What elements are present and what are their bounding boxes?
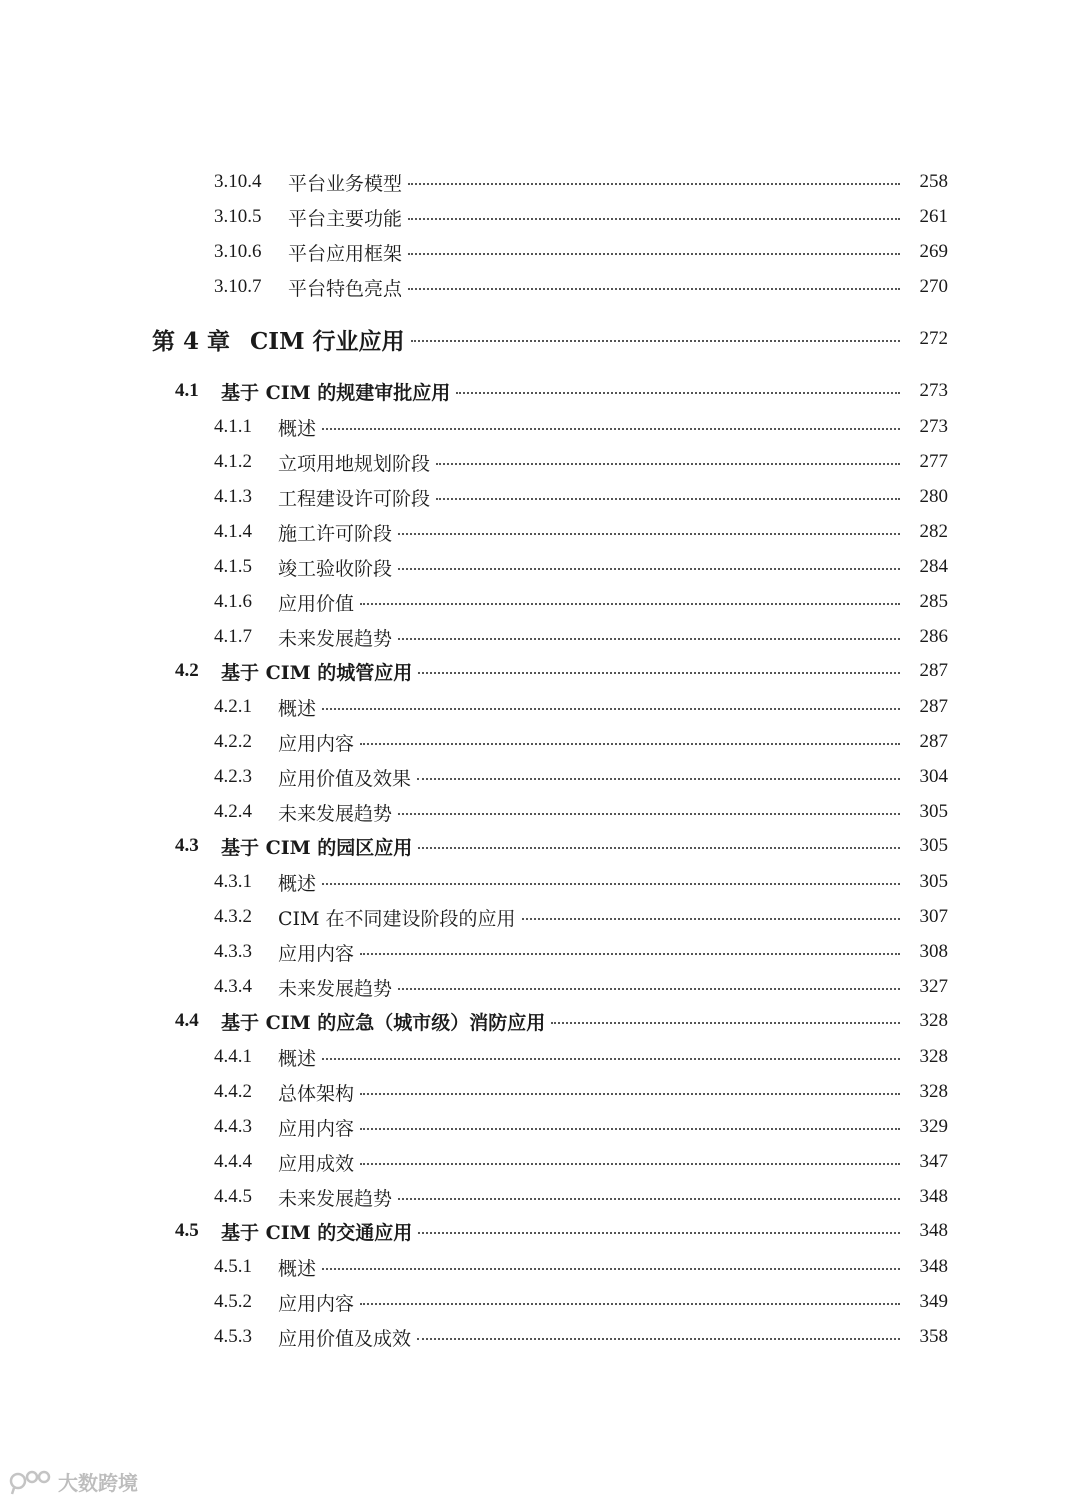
- toc-entry-title: 应用内容: [278, 1117, 355, 1140]
- toc-section-entry[interactable]: [0, 829, 1080, 863]
- toc-entry[interactable]: [0, 585, 1080, 619]
- toc-section-entry[interactable]: [0, 374, 1080, 408]
- toc-chapter-title: CIM 行业应用: [250, 327, 405, 355]
- toc-entry-title: 应用价值: [278, 592, 355, 615]
- toc-entry-page: 328: [919, 1081, 948, 1102]
- toc-entry-page: 328: [919, 1010, 948, 1031]
- toc-entry-number: 4.4.3: [214, 1116, 252, 1137]
- toc-entry-number: 4.5.1: [214, 1256, 252, 1277]
- toc-entry[interactable]: [0, 1145, 1080, 1179]
- toc-entry-page: 348: [919, 1220, 948, 1241]
- toc-entry-title: 概述: [278, 697, 317, 720]
- dot-leader: [360, 603, 900, 605]
- toc-entry[interactable]: [0, 1285, 1080, 1319]
- toc-entry-title: 立项用地规划阶段: [278, 452, 431, 475]
- toc-entry-number: 4.4.1: [214, 1046, 252, 1067]
- toc-section-entry[interactable]: [0, 1214, 1080, 1248]
- toc-entry-number: 4.4.2: [214, 1081, 252, 1102]
- toc-entry-title: 未来发展趋势: [278, 977, 393, 1000]
- dot-leader: [360, 1093, 900, 1095]
- toc-section-title: 基于 CIM 的规建审批应用: [221, 381, 451, 404]
- toc-section-title: 基于 CIM 的城管应用: [221, 661, 413, 684]
- toc-entry-page: 277: [919, 451, 948, 472]
- toc-entry-page: 329: [919, 1116, 948, 1137]
- toc-section-title: 基于 CIM 的交通应用: [221, 1221, 413, 1244]
- toc-entry-page: 348: [919, 1256, 948, 1277]
- toc-entry[interactable]: [0, 1320, 1080, 1354]
- toc-entry-page: 305: [919, 801, 948, 822]
- toc-entry-title: 概述: [278, 1047, 317, 1070]
- dot-leader: [398, 813, 900, 815]
- toc-chapter-number: 第 4 章: [152, 327, 231, 355]
- dot-leader: [398, 638, 900, 640]
- toc-entry-title: 未来发展趋势: [278, 627, 393, 650]
- toc-entry-page: 258: [919, 171, 948, 192]
- toc-entry-title: CIM 在不同建设阶段的应用: [278, 907, 516, 930]
- toc-entry[interactable]: [0, 760, 1080, 794]
- toc-entry-page: 305: [919, 871, 948, 892]
- toc-entry-title: 平台主要功能: [288, 207, 403, 230]
- toc-entry[interactable]: [0, 865, 1080, 899]
- dot-leader: [398, 533, 900, 535]
- toc-entry-page: 308: [919, 941, 948, 962]
- toc-entry[interactable]: [0, 1180, 1080, 1214]
- toc-entry-page: 358: [919, 1326, 948, 1347]
- dot-leader: [360, 953, 900, 955]
- dot-leader: [398, 568, 900, 570]
- dot-leader: [418, 847, 900, 849]
- toc-entry-page: 348: [919, 1186, 948, 1207]
- dot-leader: [322, 883, 900, 885]
- toc-entry-page: 304: [919, 766, 948, 787]
- toc-entry[interactable]: [0, 200, 1080, 234]
- toc-entry-number: 4.1.2: [214, 451, 252, 472]
- toc-entry-number: 4.1.4: [214, 521, 252, 542]
- dot-leader: [418, 672, 900, 674]
- toc-entry-title: 平台应用框架: [288, 242, 403, 265]
- toc-section-number: 4.1: [175, 380, 199, 401]
- toc-entry-number: 4.5.3: [214, 1326, 252, 1347]
- dot-leader: [417, 778, 900, 780]
- toc-section-entry[interactable]: [0, 654, 1080, 688]
- dot-leader: [551, 1022, 900, 1024]
- toc-entry-page: 269: [919, 241, 948, 262]
- dot-leader: [322, 708, 900, 710]
- watermark-text: 大数跨境: [58, 1470, 138, 1495]
- toc-entry[interactable]: [0, 235, 1080, 269]
- toc-entry-title: 工程建设许可阶段: [278, 487, 431, 510]
- toc-entry-number: 3.10.4: [214, 171, 262, 192]
- dot-leader: [322, 428, 900, 430]
- toc-entry-title: 应用成效: [278, 1152, 355, 1175]
- toc-entry-number: 3.10.7: [214, 276, 262, 297]
- toc-entry-number: 4.4.4: [214, 1151, 252, 1172]
- toc-entry[interactable]: [0, 795, 1080, 829]
- toc-entry-page: 261: [919, 206, 948, 227]
- toc-entry[interactable]: [0, 550, 1080, 584]
- toc-section-number: 4.5: [175, 1220, 199, 1241]
- dot-leader: [417, 1338, 900, 1340]
- dot-leader: [436, 463, 900, 465]
- toc-entry-page: 285: [919, 591, 948, 612]
- dot-leader: [411, 340, 900, 342]
- toc-section-title: 基于 CIM 的园区应用: [221, 836, 413, 859]
- dot-leader: [408, 253, 900, 255]
- toc-section-number: 4.3: [175, 835, 199, 856]
- toc-entry-page: 327: [919, 976, 948, 997]
- toc-entry-number: 4.3.1: [214, 871, 252, 892]
- toc-entry-page: 287: [919, 696, 948, 717]
- dot-leader: [360, 1303, 900, 1305]
- toc-entry-page: 286: [919, 626, 948, 647]
- toc-entry-title: 概述: [278, 872, 317, 895]
- toc-entry-title: 竣工验收阶段: [278, 557, 393, 580]
- toc-entry[interactable]: [0, 690, 1080, 724]
- toc-entry-title: 平台特色亮点: [288, 277, 403, 300]
- toc-section-number: 4.2: [175, 660, 199, 681]
- toc-entry-number: 3.10.5: [214, 206, 262, 227]
- brand-logo-icon: [8, 1466, 54, 1496]
- toc-entry-page: 305: [919, 835, 948, 856]
- toc-entry-title: 未来发展趋势: [278, 1187, 393, 1210]
- toc-entry-title: 应用内容: [278, 1292, 355, 1315]
- toc-entry-title: 总体架构: [278, 1082, 355, 1105]
- toc-entry-title: 应用价值及效果: [278, 767, 412, 790]
- toc-section-title: 基于 CIM 的应急（城市级）消防应用: [221, 1011, 546, 1034]
- toc-entry-page: 307: [919, 906, 948, 927]
- toc-entry-title: 施工许可阶段: [278, 522, 393, 545]
- toc-entry-title: 应用内容: [278, 732, 355, 755]
- toc-entry[interactable]: [0, 445, 1080, 479]
- dot-leader: [398, 988, 900, 990]
- toc-entry-number: 4.1.3: [214, 486, 252, 507]
- toc-entry[interactable]: [0, 725, 1080, 759]
- toc-entry-page: 328: [919, 1046, 948, 1067]
- toc-entry[interactable]: [0, 410, 1080, 444]
- toc-entry-page: 347: [919, 1151, 948, 1172]
- toc-entry-title: 概述: [278, 417, 317, 440]
- dot-leader: [408, 218, 900, 220]
- watermark: [8, 1466, 138, 1496]
- toc-entry[interactable]: [0, 970, 1080, 1004]
- toc-section-entry[interactable]: [0, 1004, 1080, 1038]
- dot-leader: [456, 392, 900, 394]
- dot-leader: [322, 1268, 900, 1270]
- dot-leader: [408, 288, 900, 290]
- toc-entry-number: 3.10.6: [214, 241, 262, 262]
- toc-entry[interactable]: [0, 165, 1080, 199]
- toc-entry-number: 4.1.6: [214, 591, 252, 612]
- toc-entry-number: 4.3.4: [214, 976, 252, 997]
- toc-entry[interactable]: [0, 515, 1080, 549]
- toc-entry-page: 349: [919, 1291, 948, 1312]
- toc-entry-number: 4.2.4: [214, 801, 252, 822]
- toc-entry[interactable]: [0, 620, 1080, 654]
- toc-entry[interactable]: [0, 480, 1080, 514]
- toc-entry-number: 4.4.5: [214, 1186, 252, 1207]
- toc-entry[interactable]: [0, 935, 1080, 969]
- toc-entry-page: 272: [919, 328, 948, 349]
- toc-entry-page: 273: [919, 380, 948, 401]
- dot-leader: [360, 743, 900, 745]
- toc-entry-page: 287: [919, 731, 948, 752]
- dot-leader: [418, 1232, 900, 1234]
- toc-entry-page: 280: [919, 486, 948, 507]
- toc-entry[interactable]: [0, 1040, 1080, 1074]
- dot-leader: [522, 918, 900, 920]
- dot-leader: [322, 1058, 900, 1060]
- dot-leader: [436, 498, 900, 500]
- toc-entry-number: 4.1.1: [214, 416, 252, 437]
- toc-entry-number: 4.1.5: [214, 556, 252, 577]
- toc-entry[interactable]: [0, 1075, 1080, 1109]
- toc-section-number: 4.4: [175, 1010, 199, 1031]
- toc-entry-number: 4.2.2: [214, 731, 252, 752]
- toc-entry-number: 4.3.2: [214, 906, 252, 927]
- toc-entry[interactable]: [0, 1250, 1080, 1284]
- dot-leader: [408, 183, 900, 185]
- dot-leader: [398, 1198, 900, 1200]
- toc-entry-number: 4.1.7: [214, 626, 252, 647]
- toc-entry-page: 284: [919, 556, 948, 577]
- toc-entry-page: 287: [919, 660, 948, 681]
- toc-entry-title: 未来发展趋势: [278, 802, 393, 825]
- toc-entry-number: 4.2.1: [214, 696, 252, 717]
- dot-leader: [360, 1128, 900, 1130]
- toc-entry[interactable]: [0, 270, 1080, 304]
- toc-entry-title: 应用价值及成效: [278, 1327, 412, 1350]
- dot-leader: [360, 1163, 900, 1165]
- toc-chapter-entry[interactable]: [0, 322, 1080, 356]
- toc-entry-page: 270: [919, 276, 948, 297]
- toc-entry-title: 应用内容: [278, 942, 355, 965]
- toc-entry-page: 282: [919, 521, 948, 542]
- toc-entry-number: 4.5.2: [214, 1291, 252, 1312]
- toc-entry-page: 273: [919, 416, 948, 437]
- toc-entry[interactable]: [0, 1110, 1080, 1144]
- toc-entry-number: 4.3.3: [214, 941, 252, 962]
- toc-entry-number: 4.2.3: [214, 766, 252, 787]
- toc-entry[interactable]: [0, 900, 1080, 934]
- toc-entry-title: 概述: [278, 1257, 317, 1280]
- toc-entry-title: 平台业务模型: [288, 172, 403, 195]
